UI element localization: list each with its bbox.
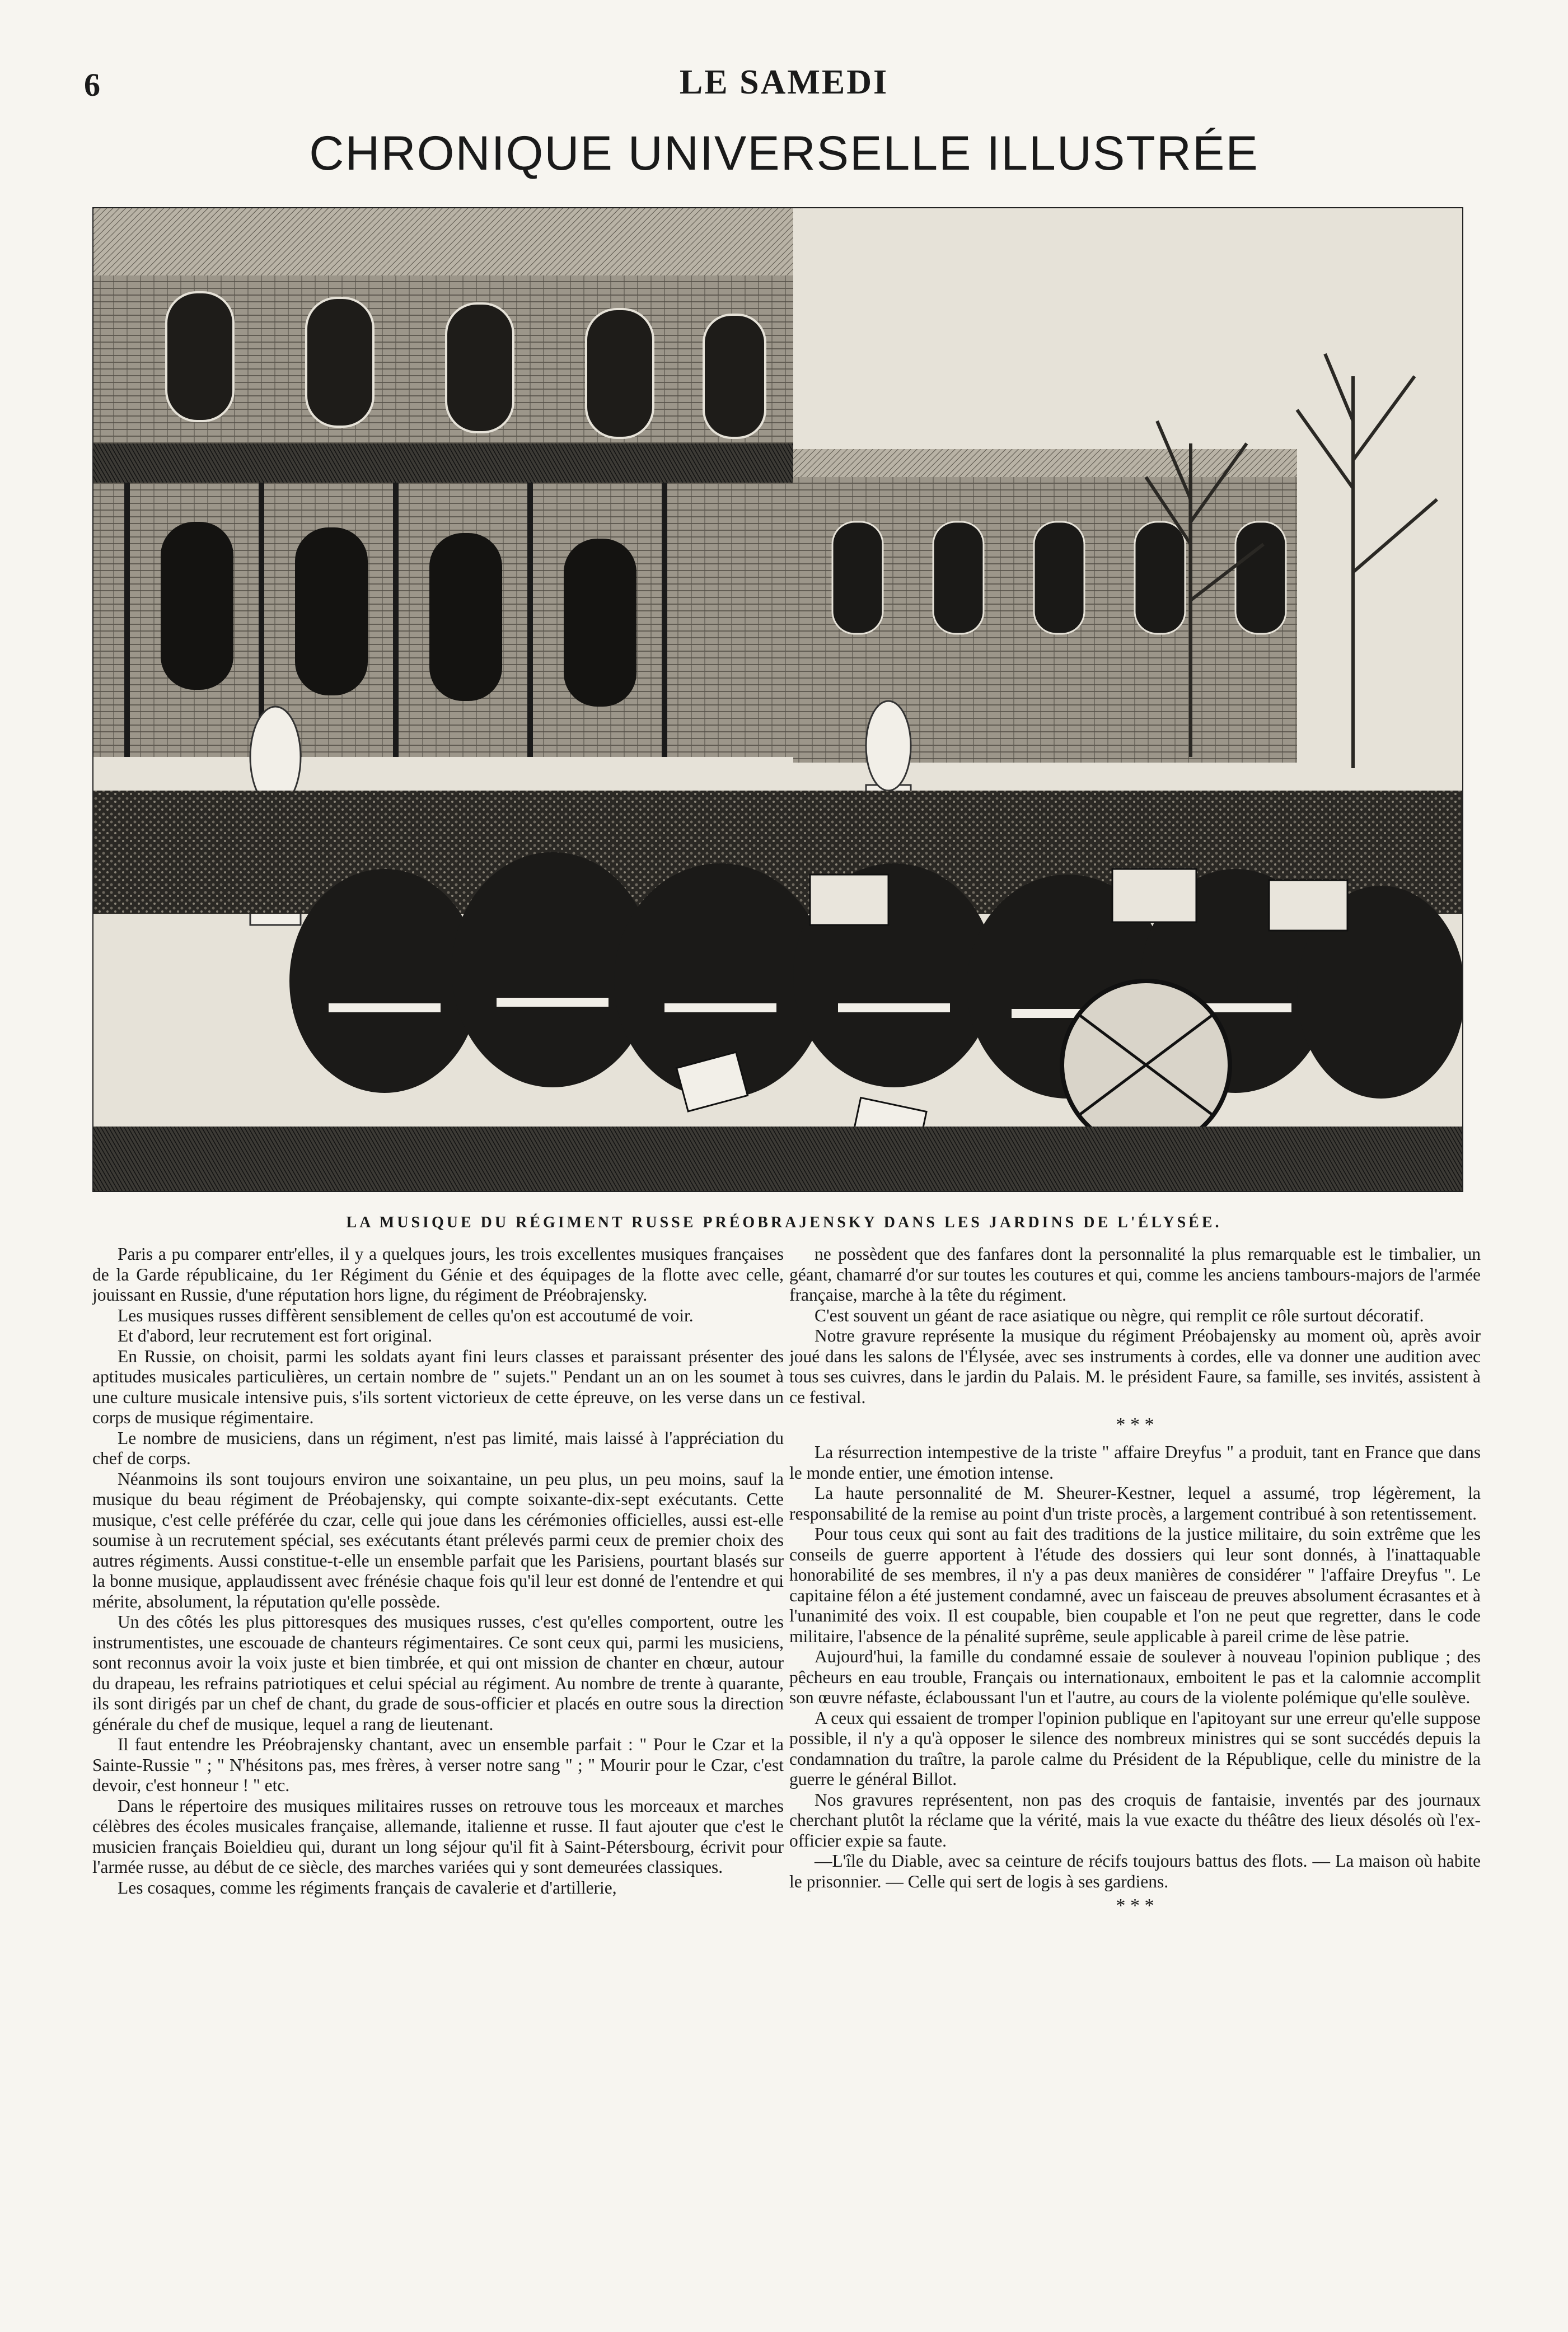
article-right-column [789,1244,1481,1923]
paragraph: En Russie, on choisit, parmi les soldats ayant fini leurs classes et paraissant présenter des aptitudes musicales particulières, un certain nombre de " sujets." Pendant un an on les soumet à une culture musicale intensive puis, s'ils sortent victorieux de cette épreuve, on les verse dans un corps de musique régimentaire. [92,1346,784,1427]
bass-drum [1062,981,1230,1149]
paragraph: Les cosaques, comme les régiments français de cavalerie et d'artillerie, [118,1877,617,1898]
publication-subtitle: CHRONIQUE UNIVERSELLE ILLUSTRÉE [309,127,1259,180]
paragraph: Dans le répertoire des musiques militaires russes on retrouve tous les morceaux et marches célèbres des écoles musicales française, allemande, italienne et russe. Il faut ajouter que c'est le musicien français Boieldieu qui, durant un long séjour qu'il fit à Saint-Pétersbourg, écrivit pour l'armée russe, au début de ce siècle, des marches variées qui y sont demeurées classiques. [92,1796,784,1877]
paragraph: Les musiques russes diffèrent sensiblement de celles qu'on est accoutumé de voir. [118,1305,694,1325]
paragraph: La résurrection intempestive de la triste " affaire Dreyfus " a produit, tant en France que dans le monde entier, une émotion intense. [789,1442,1481,1483]
paragraph: A ceux qui essaient de tromper l'opinion publique en l'apitoyant sur une erreur qu'elle suppose possible, il n'y a qu'à opposer le silence des nombreux ministres qui se sont succédés depuis la condamnation du traître, la parole calme du Président de la République, celle du ministre de la guerre le général Billot. [789,1708,1481,1789]
article-left-column [92,1244,784,1898]
section-separator: * * * [1116,1414,1154,1435]
paragraph: Paris a pu comparer entr'elles, il y a quelques jours, les trois excellentes musiques françaises de la Garde républicaine, du 1er Régiment du Génie et des équipages de la flotte avec celle, jouissant en Russie, d'une réputation hors ligne, du régiment de Préobrajensky. [92,1244,784,1305]
paragraph: Le nombre de musiciens, dans un régiment, n'est pas limité, mais laissé à l'appréciation du chef de corps. [92,1428,784,1468]
masthead: LE SAMEDI [679,63,889,101]
page-number: 6 [84,67,100,103]
paragraph: Et d'abord, leur recrutement est fort original. [118,1326,432,1345]
paragraph: Il faut entendre les Préobrajensky chantant, avec un ensemble parfait : " Pour le Czar et la Sainte-Russie " ; " N'hésitons pas, mes frères, à verser notre sang " ; " Mourir pour le Czar, c'est devoir, c'est honneur ! " etc. [92,1735,784,1795]
paragraph: Nos gravures représentent, non pas des croquis de fantaisie, inventés par des journaux cherchant plutôt la réclame que la vérité, mais la vue exacte du théâtre des lieux désolés où l'ex-officier expie sa faute. [789,1789,1481,1850]
paragraph: ne possèdent que des fanfares dont la personnalité la plus remarquable est le timbalier, un géant, chamarré d'or sur toutes les coutures et qui, comme les anciens tambours-majors de l'armée française, marche à la tête du régiment. [789,1244,1481,1305]
paragraph: Néanmoins ils sont toujours environ une soixantaine, un peu plus, un peu moins, sauf la musique du beau régiment de Préobajensky, qui compte soixante-dix-sept exécutants. Cette musique, c'est celle préférée du czar, celle qui joue dans les cérémonies officielles, aussi est-elle soumise à un recrutement spécial, ses exécutants étant prélevés parmi ceux de premier choix des autres régiments. Aussi constitue-t-elle un ensemble parfait que les Parisiens, pourtant blasés sur la bonne musique, applaudissent avec frénésie chaque fois qu'il leur est donné de l'entendre et qui mérite, absolument, la réputation qu'elle possède. [92,1469,784,1611]
balcony [93,443,793,483]
paragraph: Notre gravure représente la musique du régiment Préobajensky au moment où, après avoir joué dans les salons de l'Élysée, avec ses instruments à cordes, elle va donner une audition avec tous ses cuivres, dans le jardin du Palais. M. le président Faure, sa famille, ses invités, assistent à ce festival. [789,1326,1481,1407]
paragraph: C'est souvent un géant de race asiatique ou nègre, qui remplit ce rôle surtout décoratif. [815,1305,1424,1325]
foreground-lawn [93,1127,1462,1191]
section-separator: * * * [1116,1895,1154,1916]
engraving-illustration [92,207,1463,1192]
paragraph: —L'île du Diable, avec sa ceinture de récifs toujours battus des flots. — La maison où habite le prisonnier. — Celle qui sert de logis à ses gardiens. [789,1851,1481,1891]
paragraph: Un des côtés les plus pittoresques des musiques russes, c'est qu'elles comportent, outre les instrumentistes, une escouade de chanteurs régimentaires. Ce sont ceux qui, parmi les musiciens, sont reconnus avoir la voix juste et bien timbrée, et qui ont mission de chanter en chœur, autour du drapeau, les refrains patriotiques et celui spécial au régiment. Au nombre de trente à quarante, ils sont dirigés par un chef de chant, du grade de sous-officier et placés en outre sous la direction générale du chef de musique, lequel a rang de lieutenant. [92,1612,784,1734]
palace-roof [93,208,793,275]
paragraph: Aujourd'hui, la famille du condamné essaie de soulever à nouveau l'opinion publique ; des pêcheurs en eau trouble, Français ou internationaux, emboitent le pas et la calomnie accomplit son œuvre néfaste, éclaboussant l'un et l'autre, au cours de la violente polémique qu'elle soulève. [789,1647,1481,1707]
paragraph: La haute personnalité de M. Sheurer-Kestner, lequel a assumé, trop légèrement, la responsabilité de la remise au point d'un triste procès, a largement contribué à son retentissement. [789,1483,1481,1523]
illustration-caption: LA MUSIQUE DU RÉGIMENT RUSSE PRÉOBRAJENSKY DANS LES JARDINS DE L'ÉLYSÉE. [346,1214,1222,1231]
paragraph: Pour tous ceux qui sont au fait des traditions de la justice militaire, du soin extrême que les conseils de guerre apportent à l'étude des dossiers qui leur sont donnés, à l'inattaquable honorabilité de ses membres, il n'y a pas deux manières de considérer " l'affaire Dreyfus ". Le capitaine félon a été justement condamné, avec un faisceau de preuves absolument écrasantes et à l'unanimité des voix. Il est coupable, bien coupable et l'on ne peut que regretter, dans le code militaire, l'absence de la pénalité suprême, seule applicable à pareil crime de lèse patrie. [789,1524,1481,1646]
